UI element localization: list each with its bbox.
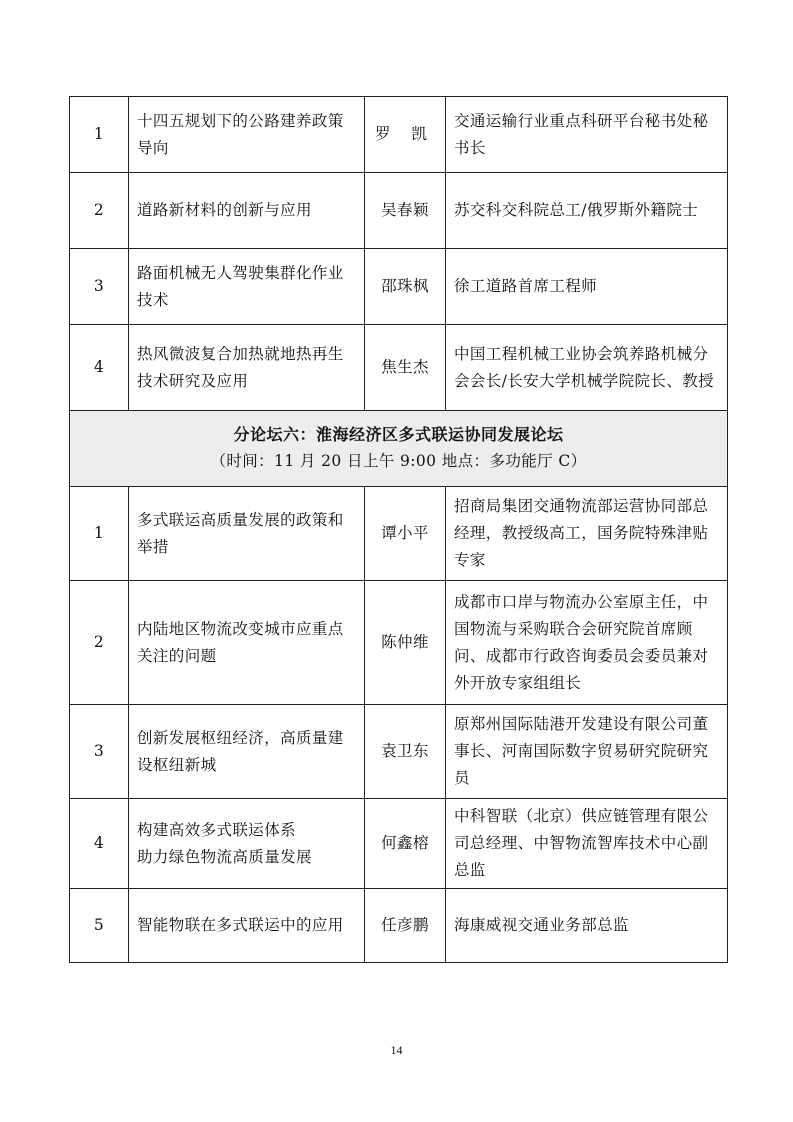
- section-header-row: [70, 411, 728, 487]
- table-row: [70, 173, 728, 249]
- speaker-title-cell: 海康威视交通业务部总监: [446, 889, 728, 963]
- table-row: [70, 889, 728, 963]
- row-number: 3: [70, 249, 129, 325]
- section-title: 分论坛六：淮海经济区多式联运协同发展论坛: [233, 425, 564, 444]
- schedule-table: [69, 96, 728, 963]
- table-row: [70, 249, 728, 325]
- speaker-title-cell: 交通运输行业重点科研平台秘书处秘书长: [446, 97, 728, 173]
- speaker-cell: 袁卫东: [365, 705, 446, 799]
- speaker-title-cell: 苏交科交科院总工/俄罗斯外籍院士: [446, 173, 728, 249]
- speaker-title-cell: 原郑州国际陆港开发建设有限公司董事长、河南国际数字贸易研究院研究员: [446, 705, 728, 799]
- topic-cell: 路面机械无人驾驶集群化作业技术: [129, 249, 365, 325]
- row-number: 2: [70, 581, 129, 705]
- section-subtitle: （时间：11 月 20 日上午 9:00 地点：多功能厅 C）: [210, 452, 587, 470]
- page-number: 14: [390, 1043, 403, 1057]
- table-row: [70, 325, 728, 411]
- topic-cell: 多式联运高质量发展的政策和举措: [129, 487, 365, 581]
- topic-cell: 内陆地区物流改变城市应重点关注的问题: [129, 581, 365, 705]
- speaker-cell: 陈仲维: [365, 581, 446, 705]
- speaker-cell: 谭小平: [365, 487, 446, 581]
- speaker-title-cell: 中国工程机械工业协会筑养路机械分会会长/长安大学机械学院院长、教授: [446, 325, 728, 411]
- speaker-cell: 任彦鹏: [365, 889, 446, 963]
- topic-cell: 十四五规划下的公路建养政策导向: [129, 97, 365, 173]
- speaker-cell: 何鑫榕: [365, 799, 446, 889]
- topic-line: 构建高效多式联运体系: [137, 820, 297, 839]
- speaker-title-cell: 中科智联（北京）供应链管理有限公司总经理、中智物流智库技术中心副总监: [446, 799, 728, 889]
- table-row: [70, 581, 728, 705]
- speaker-title-cell: 徐工道路首席工程师: [446, 249, 728, 325]
- row-number: 3: [70, 705, 129, 799]
- row-number: 5: [70, 889, 129, 963]
- speaker-cell: 焦生杰: [365, 325, 446, 411]
- speaker-cell: 邵珠枫: [365, 249, 446, 325]
- section-header-cell: [70, 411, 728, 487]
- row-number: 1: [70, 97, 129, 173]
- table-row: [70, 487, 728, 581]
- speaker-title-cell: 招商局集团交通物流部运营协同部总经理，教授级高工，国务院特殊津贴专家: [446, 487, 728, 581]
- topic-line: 助力绿色物流高质量发展: [137, 847, 312, 866]
- speaker-cell: 罗 凯: [365, 97, 446, 173]
- topic-cell: 道路新材料的创新与应用: [129, 173, 365, 249]
- table-row: [70, 799, 728, 889]
- topic-cell: 智能物联在多式联运中的应用: [129, 889, 365, 963]
- table-row: [70, 97, 728, 173]
- speaker-title-cell: 成都市口岸与物流办公室原主任，中国物流与采购联合会研究院首席顾问、成都市行政咨询委员会委员兼对外开放专家组组长: [446, 581, 728, 705]
- topic-cell: [129, 799, 365, 889]
- topic-cell: 热风微波复合加热就地热再生技术研究及应用: [129, 325, 365, 411]
- table-row: [70, 705, 728, 799]
- topic-cell: 创新发展枢纽经济，高质量建设枢纽新城: [129, 705, 365, 799]
- row-number: 2: [70, 173, 129, 249]
- row-number: 1: [70, 487, 129, 581]
- row-number: 4: [70, 799, 129, 889]
- speaker-cell: 吴春颖: [365, 173, 446, 249]
- row-number: 4: [70, 325, 129, 411]
